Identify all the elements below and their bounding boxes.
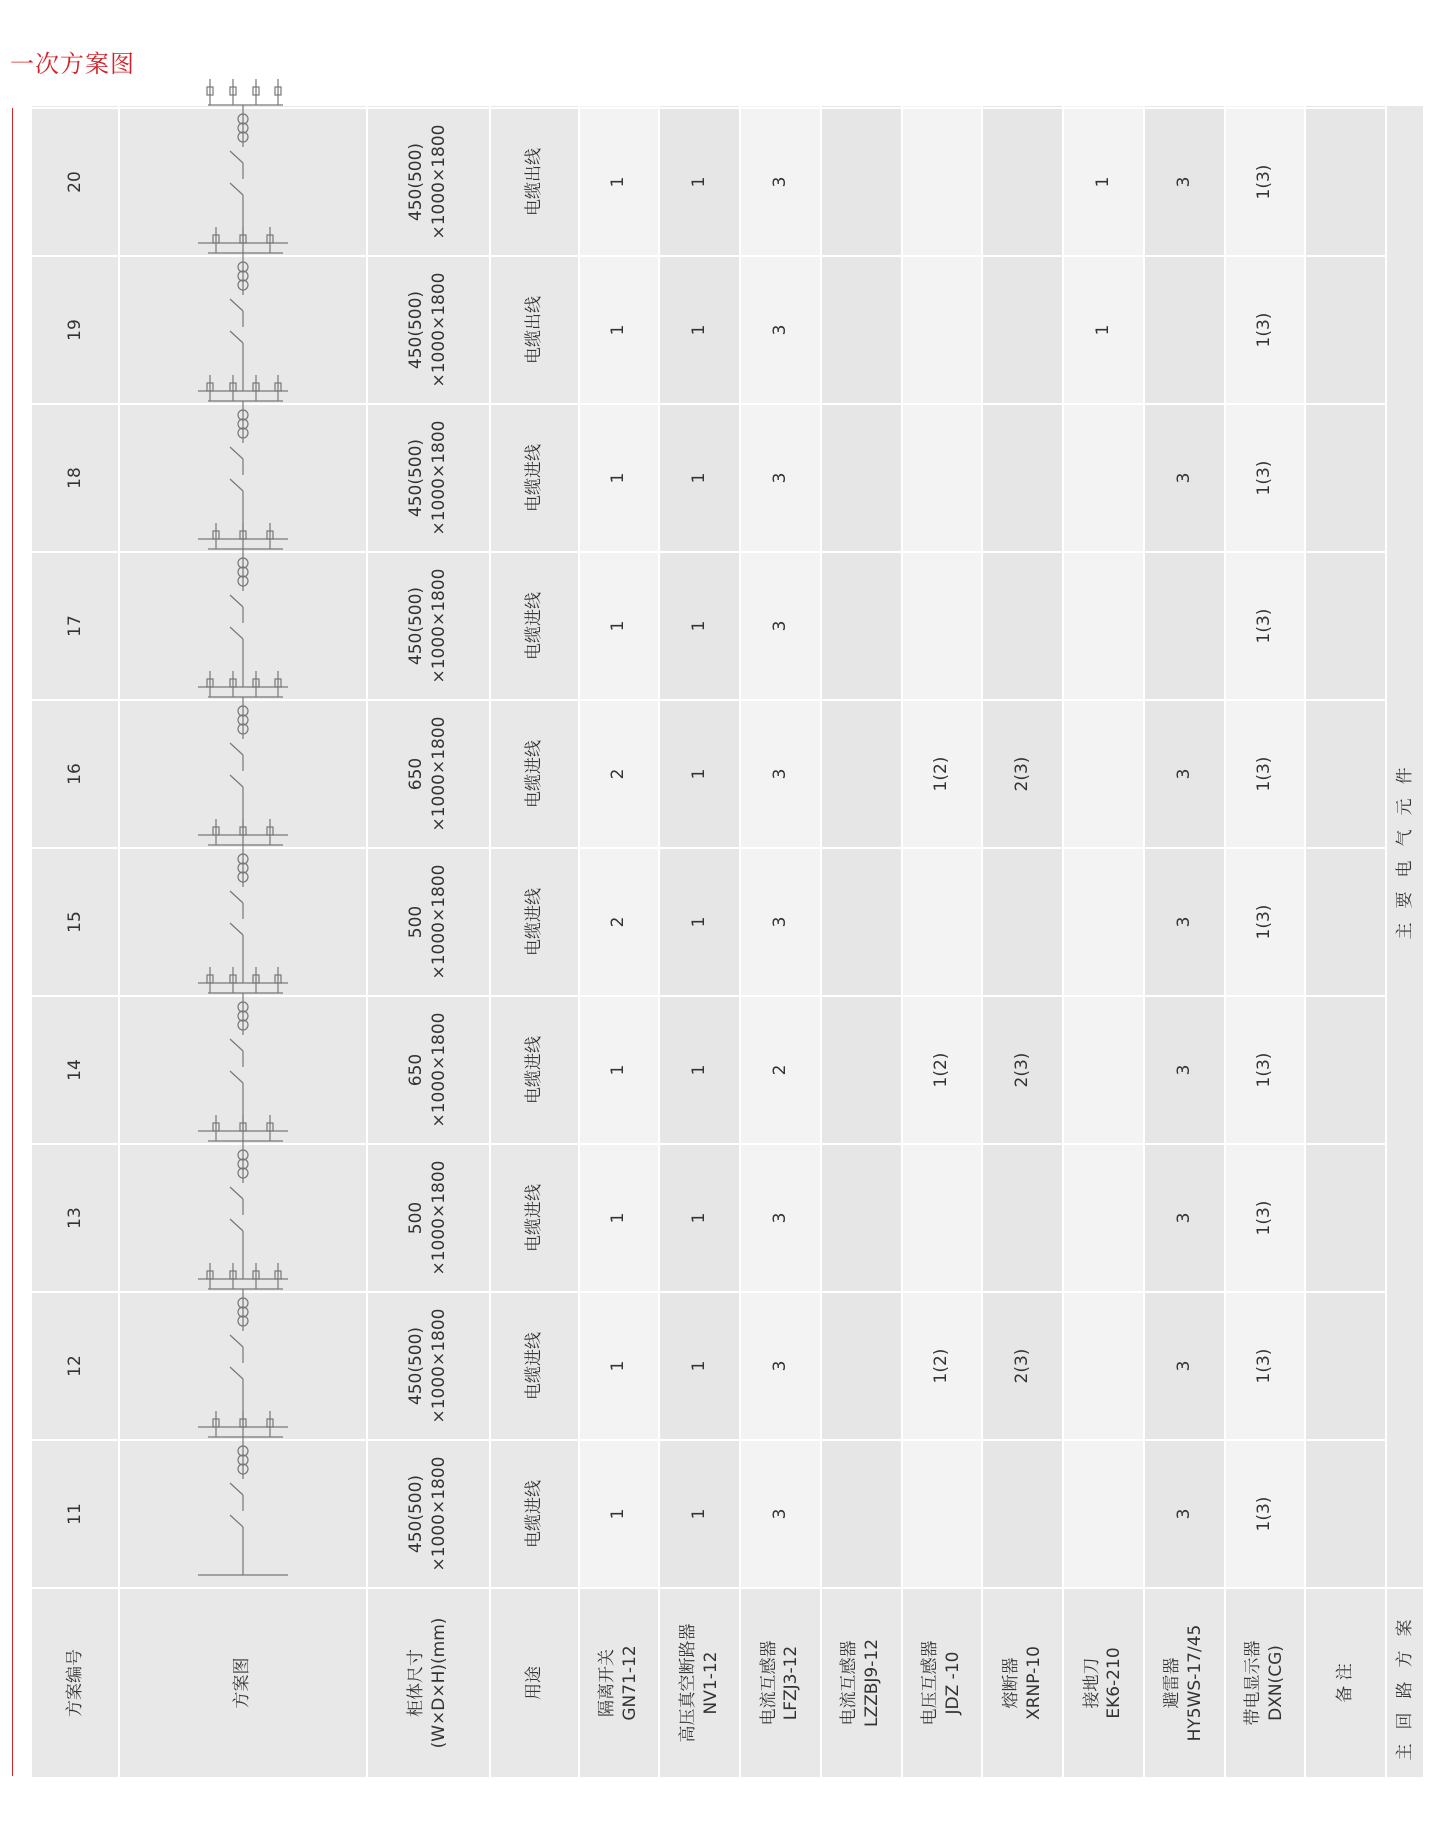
scheme-number: 18 xyxy=(31,404,119,552)
component-quantity xyxy=(982,552,1063,700)
component-name: 电流互感器 LZZBJ9-12 xyxy=(821,1588,902,1778)
cabinet-size: 500 ×1000×1800 xyxy=(367,848,491,996)
component-quantity: 1 xyxy=(659,1292,740,1440)
component-name: 带电显示器 DXN(CG) xyxy=(1225,1588,1306,1778)
component-quantity xyxy=(821,996,902,1144)
component-row xyxy=(1063,105,1144,1778)
component-quantity: 3 xyxy=(740,1292,821,1440)
table-spacer xyxy=(1063,105,1144,108)
scheme-number: 13 xyxy=(31,1144,119,1292)
cabinet-size: 450(500) ×1000×1800 xyxy=(367,404,491,552)
component-quantity: 1 xyxy=(579,1440,660,1588)
component-quantity xyxy=(982,256,1063,404)
scheme-diagram-cell xyxy=(119,848,366,996)
table-spacer xyxy=(1305,105,1386,108)
component-row xyxy=(982,105,1063,1778)
component-row xyxy=(902,105,983,1778)
group-label-main-components: 主要电气元件 xyxy=(1386,105,1424,1588)
scheme-number: 12 xyxy=(31,1292,119,1440)
scheme-purpose: 电缆进线 xyxy=(490,552,578,700)
component-quantity xyxy=(1305,1144,1386,1292)
component-name: 高压真空断路器 NV1-12 xyxy=(659,1588,740,1778)
component-quantity: 1(2) xyxy=(902,996,983,1144)
component-quantity: 1(3) xyxy=(1225,1292,1306,1440)
component-quantity xyxy=(1305,552,1386,700)
table-spacer xyxy=(579,105,660,108)
component-quantity: 1(3) xyxy=(1225,700,1306,848)
component-quantity xyxy=(902,848,983,996)
component-quantity xyxy=(902,552,983,700)
scheme-diagram-cell xyxy=(119,996,366,1144)
scheme-number: 20 xyxy=(31,108,119,256)
component-quantity xyxy=(1305,404,1386,552)
component-quantity xyxy=(821,1440,902,1588)
scheme-purpose: 电缆进线 xyxy=(490,996,578,1144)
component-quantity xyxy=(821,700,902,848)
table-spacer xyxy=(821,105,902,108)
component-quantity: 1 xyxy=(659,108,740,256)
scheme-purpose: 电缆进线 xyxy=(490,1292,578,1440)
cabinet-size: 450(500) ×1000×1800 xyxy=(367,552,491,700)
component-quantity xyxy=(821,848,902,996)
scheme-number: 19 xyxy=(31,256,119,404)
title-accent-rule xyxy=(12,108,13,1776)
component-quantity xyxy=(821,404,902,552)
group-label-main-circuit: 主回路方案 xyxy=(1386,1588,1424,1778)
table-spacer xyxy=(31,105,119,108)
component-quantity xyxy=(982,108,1063,256)
component-quantity: 3 xyxy=(740,1144,821,1292)
component-quantity xyxy=(1305,1440,1386,1588)
component-quantity: 2(3) xyxy=(982,1292,1063,1440)
table-spacer xyxy=(740,105,821,108)
table-spacer xyxy=(659,105,740,108)
component-quantity: 1 xyxy=(659,1144,740,1292)
scheme-number: 15 xyxy=(31,848,119,996)
component-row xyxy=(1144,105,1225,1778)
component-quantity xyxy=(1305,1292,1386,1440)
component-quantity: 3 xyxy=(1144,996,1225,1144)
component-name: 避雷器 HY5WS-17/45 xyxy=(1144,1588,1225,1778)
component-quantity: 1(3) xyxy=(1225,1440,1306,1588)
component-quantity xyxy=(1305,256,1386,404)
component-quantity xyxy=(902,1440,983,1588)
component-quantity xyxy=(902,1144,983,1292)
table-spacer xyxy=(1225,105,1306,108)
component-quantity: 1 xyxy=(1063,256,1144,404)
component-quantity xyxy=(902,404,983,552)
component-quantity: 3 xyxy=(1144,1144,1225,1292)
component-quantity: 1 xyxy=(579,108,660,256)
component-quantity xyxy=(1063,1144,1144,1292)
component-quantity xyxy=(821,256,902,404)
component-quantity: 1 xyxy=(579,996,660,1144)
component-quantity: 1 xyxy=(579,256,660,404)
scheme-purpose: 电缆进线 xyxy=(490,1440,578,1588)
component-quantity: 1 xyxy=(659,996,740,1144)
component-quantity: 1 xyxy=(659,404,740,552)
component-quantity: 1(3) xyxy=(1225,996,1306,1144)
component-quantity xyxy=(821,552,902,700)
component-quantity: 1 xyxy=(659,1440,740,1588)
scheme-purpose: 电缆进线 xyxy=(490,848,578,996)
component-row xyxy=(740,105,821,1778)
component-quantity xyxy=(821,1292,902,1440)
scheme-number: 14 xyxy=(31,996,119,1144)
component-quantity: 1 xyxy=(1063,108,1144,256)
component-quantity: 3 xyxy=(740,1440,821,1588)
component-quantity: 3 xyxy=(1144,108,1225,256)
component-quantity: 1 xyxy=(579,404,660,552)
cabinet-size: 500 ×1000×1800 xyxy=(367,1144,491,1292)
cabinet-size: 450(500) ×1000×1800 xyxy=(367,256,491,404)
cabinet-size: 450(500) ×1000×1800 xyxy=(367,108,491,256)
component-quantity: 1(3) xyxy=(1225,108,1306,256)
component-quantity: 3 xyxy=(740,404,821,552)
component-quantity: 3 xyxy=(740,700,821,848)
component-quantity: 2(3) xyxy=(982,700,1063,848)
component-quantity: 3 xyxy=(1144,1440,1225,1588)
header-scheme-diagram: 方案图 xyxy=(119,1588,366,1778)
header-purpose: 用途 xyxy=(490,1588,578,1778)
component-name: 电压互感器 JDZ -10 xyxy=(902,1588,983,1778)
scheme-diagram-cell xyxy=(119,552,366,700)
component-quantity: 1 xyxy=(659,700,740,848)
component-name: 隔离开关 GN71-12 xyxy=(579,1588,660,1778)
component-quantity xyxy=(902,256,983,404)
component-quantity: 1(2) xyxy=(902,1292,983,1440)
table-spacer xyxy=(1144,105,1225,108)
cabinet-size: 650 ×1000×1800 xyxy=(367,700,491,848)
scheme-purpose: 电缆进线 xyxy=(490,1144,578,1292)
component-quantity: 2 xyxy=(579,700,660,848)
component-row xyxy=(659,105,740,1778)
component-quantity: 3 xyxy=(1144,404,1225,552)
component-quantity xyxy=(1063,1440,1144,1588)
cabinet-size: 450(500) ×1000×1800 xyxy=(367,1292,491,1440)
component-quantity xyxy=(1063,552,1144,700)
component-quantity: 3 xyxy=(740,848,821,996)
header-cabinet-size: 柜体尺寸 (W×D×H)(mm) xyxy=(367,1588,491,1778)
component-quantity: 1(3) xyxy=(1225,552,1306,700)
table-spacer xyxy=(490,105,578,108)
scheme-diagram-cell xyxy=(119,1440,366,1588)
component-quantity: 2(3) xyxy=(982,996,1063,1144)
table-spacer xyxy=(902,105,983,108)
primary-scheme-table xyxy=(30,104,1425,1779)
scheme-number: 17 xyxy=(31,552,119,700)
component-row xyxy=(579,105,660,1778)
component-quantity: 1 xyxy=(659,256,740,404)
component-quantity: 1(3) xyxy=(1225,848,1306,996)
component-quantity xyxy=(1305,700,1386,848)
component-quantity xyxy=(821,1144,902,1292)
header-scheme-no: 方案编号 xyxy=(31,1588,119,1778)
component-quantity: 1 xyxy=(579,1144,660,1292)
scheme-diagram-cell xyxy=(119,1144,366,1292)
scheme-diagram-cell xyxy=(119,1292,366,1440)
component-row xyxy=(1225,105,1306,1778)
component-name: 电流互感器 LFZJ3-12 xyxy=(740,1588,821,1778)
component-quantity xyxy=(1144,552,1225,700)
scheme-diagram-cell xyxy=(119,700,366,848)
cabinet-size: 650 ×1000×1800 xyxy=(367,996,491,1144)
component-quantity: 3 xyxy=(1144,700,1225,848)
component-quantity xyxy=(982,1144,1063,1292)
scheme-purpose: 电缆出线 xyxy=(490,256,578,404)
scheme-diagram-cell xyxy=(119,108,366,256)
scheme-diagram-cell xyxy=(119,404,366,552)
component-quantity xyxy=(1305,848,1386,996)
page-title: 一次方案图 xyxy=(10,50,135,78)
component-quantity: 3 xyxy=(740,256,821,404)
scheme-table-wrapper xyxy=(30,106,1425,1779)
component-quantity xyxy=(1063,700,1144,848)
component-quantity: 1 xyxy=(579,1292,660,1440)
component-name: 接地刀 EK6-210 xyxy=(1063,1588,1144,1778)
scheme-number: 11 xyxy=(31,1440,119,1588)
component-quantity: 3 xyxy=(740,552,821,700)
component-quantity: 1(3) xyxy=(1225,256,1306,404)
component-quantity: 2 xyxy=(740,996,821,1144)
component-quantity xyxy=(1144,256,1225,404)
component-quantity: 1 xyxy=(579,552,660,700)
component-quantity: 3 xyxy=(1144,1292,1225,1440)
table-spacer xyxy=(982,105,1063,108)
component-quantity xyxy=(1063,1292,1144,1440)
component-row xyxy=(821,105,902,1778)
component-quantity: 1(2) xyxy=(902,700,983,848)
cabinet-size: 450(500) ×1000×1800 xyxy=(367,1440,491,1588)
component-quantity: 1(3) xyxy=(1225,1144,1306,1292)
scheme-number: 16 xyxy=(31,700,119,848)
component-quantity xyxy=(1063,404,1144,552)
component-quantity xyxy=(982,404,1063,552)
component-quantity xyxy=(1305,108,1386,256)
scheme-purpose: 电缆进线 xyxy=(490,700,578,848)
scheme-purpose: 电缆进线 xyxy=(490,404,578,552)
component-quantity xyxy=(902,108,983,256)
scheme-diagram-cell xyxy=(119,256,366,404)
component-quantity: 3 xyxy=(1144,848,1225,996)
scheme-purpose: 电缆出线 xyxy=(490,108,578,256)
component-name: 熔断器 XRNP-10 xyxy=(982,1588,1063,1778)
component-quantity: 1 xyxy=(659,848,740,996)
component-quantity xyxy=(1063,996,1144,1144)
component-quantity: 1 xyxy=(659,552,740,700)
component-row xyxy=(1305,105,1386,1778)
component-quantity xyxy=(982,1440,1063,1588)
component-quantity: 1(3) xyxy=(1225,404,1306,552)
component-name: 备 注 xyxy=(1305,1588,1386,1778)
component-quantity xyxy=(982,848,1063,996)
component-quantity xyxy=(1305,996,1386,1144)
component-quantity xyxy=(821,108,902,256)
component-quantity: 2 xyxy=(579,848,660,996)
component-quantity: 3 xyxy=(740,108,821,256)
component-quantity xyxy=(1063,848,1144,996)
table-spacer xyxy=(367,105,491,108)
single-line-diagram xyxy=(188,69,298,255)
